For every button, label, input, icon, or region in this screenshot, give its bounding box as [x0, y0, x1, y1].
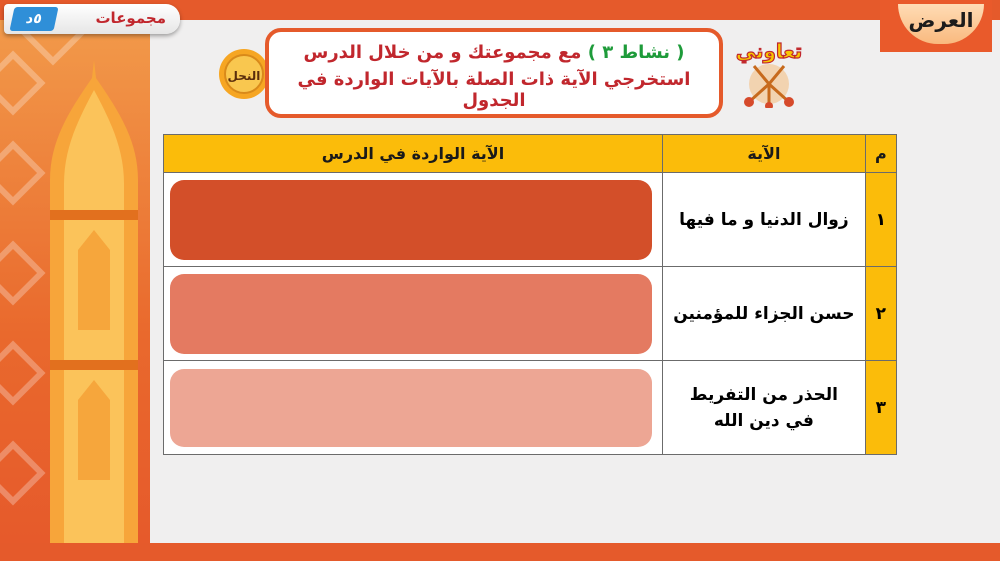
answer-box[interactable] — [170, 274, 652, 354]
table-row — [164, 173, 897, 267]
instruction-line-1 — [269, 42, 719, 63]
cooperative-badge-text: تعاوني — [735, 39, 803, 63]
pattern-tile — [0, 340, 46, 405]
row-answer-cell — [164, 173, 663, 267]
pattern-tile — [0, 440, 46, 505]
table-row — [164, 267, 897, 361]
row-verse-text: الحذر من التفريط في دين الله — [663, 361, 866, 455]
pattern-tile — [0, 240, 46, 305]
row-verse-text: حسن الجزاء للمؤمنين — [663, 267, 866, 361]
pattern-tile — [0, 50, 46, 115]
row-number: ١ — [865, 173, 896, 267]
row-answer-cell — [164, 267, 663, 361]
table-header-row — [164, 135, 897, 173]
tab-number: ٥د — [9, 7, 58, 31]
minaret-illustration — [48, 60, 140, 543]
surah-badge-text: النحل — [227, 69, 261, 83]
mode-banner — [880, 0, 992, 52]
mode-label: العرض — [898, 4, 984, 44]
header-lesson-verse: الآية الواردة في الدرس — [164, 135, 663, 173]
surah-badge — [218, 44, 270, 104]
row-verse-text: زوال الدنيا و ما فيها — [663, 173, 866, 267]
group-tab[interactable] — [4, 4, 180, 34]
header-number: م — [865, 135, 896, 173]
table-row — [164, 361, 897, 455]
instruction-line-1-text: مع مجموعتك و من خلال الدرس — [303, 42, 588, 63]
header-verse: الآية — [663, 135, 866, 173]
instruction-line-2: استخرجي الآية ذات الصلة بالآيات الواردة في الجدول — [297, 69, 691, 111]
row-number: ٣ — [865, 361, 896, 455]
activity-number: ( نشاط ٣ ) — [587, 42, 685, 63]
cooperative-badge — [724, 32, 814, 108]
row-answer-cell — [164, 361, 663, 455]
activity-instructions — [265, 28, 723, 118]
decorative-panel — [0, 20, 150, 543]
answer-box[interactable] — [170, 180, 652, 260]
tab-label: مجموعات — [95, 9, 166, 27]
pattern-tile — [0, 140, 46, 205]
verses-table — [163, 134, 897, 455]
row-number: ٢ — [865, 267, 896, 361]
answer-box[interactable] — [170, 369, 652, 447]
